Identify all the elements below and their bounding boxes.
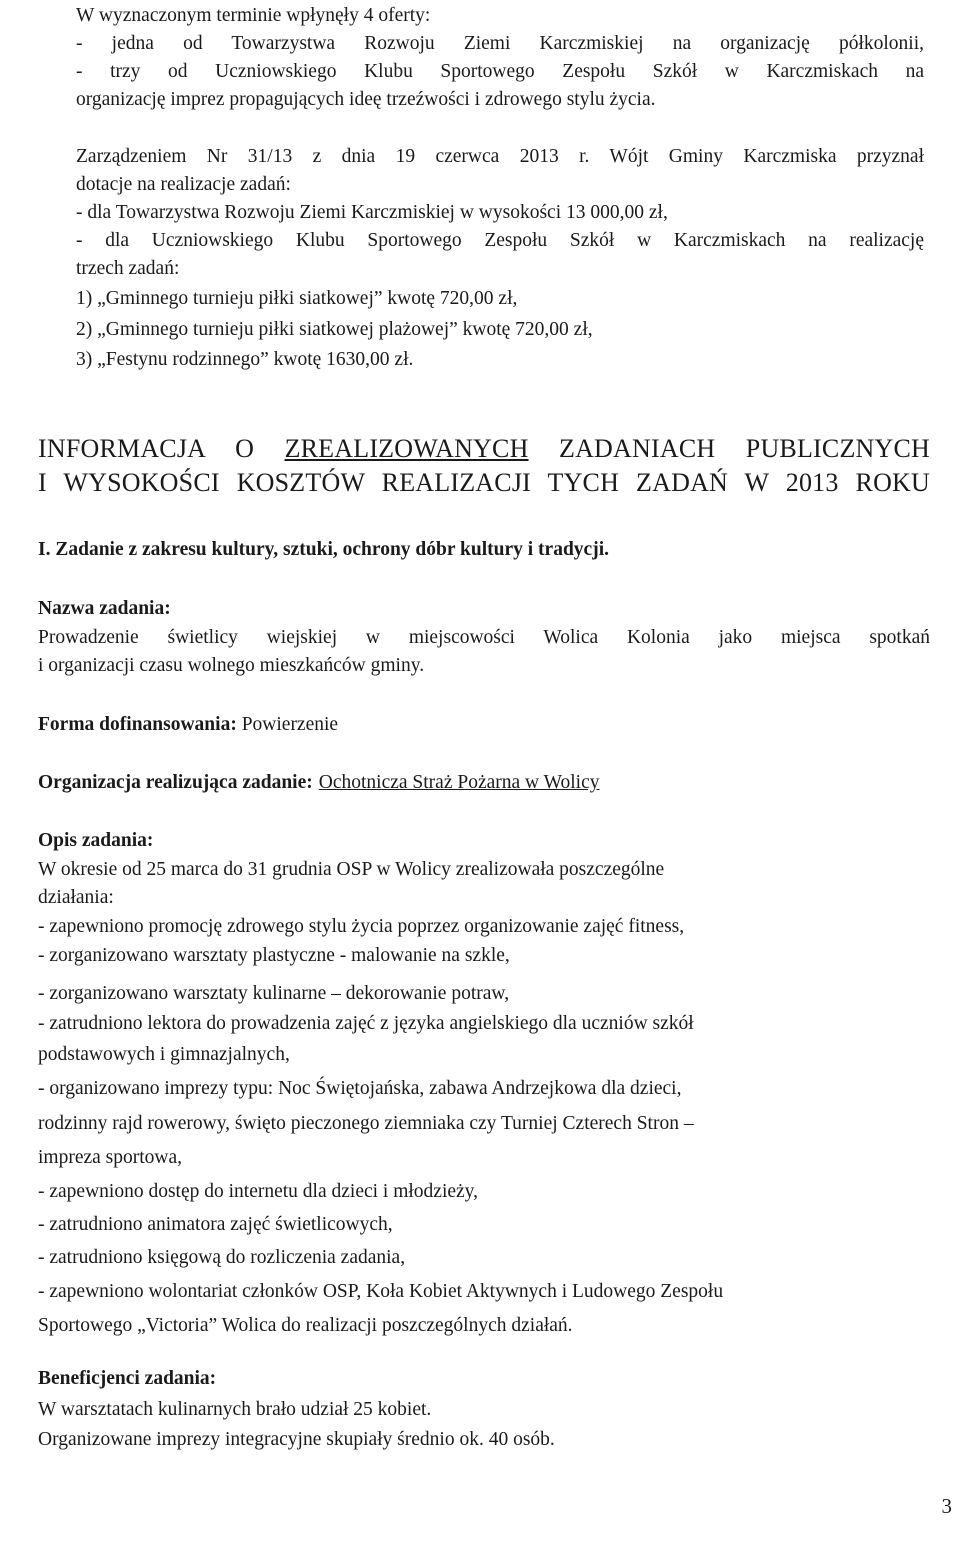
text-line: dotacje na realizacje zadań: [76, 174, 291, 195]
text-line: - jedna od Towarzystwa Rozwoju Ziemi Karczmiskiej na organizację półkolonii, [76, 33, 924, 54]
text-line: Sportowego „Victoria” Wolica do realizacji poszczególnych działań. [38, 1315, 573, 1336]
list-item: - zatrudniono animatora zajęć świetlicowych, [38, 1214, 393, 1235]
list-item: - zatrudniono księgową do rozliczenia zadania, [38, 1247, 406, 1268]
text-line: impreza sportowa, [38, 1147, 183, 1168]
text-line: - dla Uczniowskiego Klubu Sportowego Zespołu Szkół w Karczmiskach na realizację [76, 230, 924, 251]
organization: Organizacja realizująca zadanie: Ochotnicza Straż Pożarna w Wolicy [38, 772, 600, 793]
text-line: W okresie od 25 marca do 31 grudnia OSP w Wolicy zrealizowała poszczególne [38, 859, 665, 880]
financing-form: Forma dofinansowania: Powierzenie [38, 714, 339, 735]
list-item: - zapewniono wolontariat członków OSP, Koła Kobiet Aktywnych i Ludowego Zespołu [38, 1281, 724, 1302]
text-line: - dla Towarzystwa Rozwoju Ziemi Karczmiskiej w wysokości 13 000,00 zł, [76, 202, 668, 223]
list-item: - zorganizowano warsztaty kulinarne – dekorowanie potraw, [38, 983, 510, 1004]
list-item: - zapewniono dostęp do internetu dla dzieci i młodzieży, [38, 1181, 479, 1202]
beneficiaries-label: Beneficjenci zadania: [38, 1368, 217, 1389]
text-line: W warsztatach kulinarnych brało udział 25 kobiet. [38, 1399, 432, 1420]
text-line: - trzy od Uczniowskiego Klubu Sportowego Zespołu Szkół w Karczmiskach na [76, 61, 924, 82]
text-line: Zarządzeniem Nr 31/13 z dnia 19 czerwca 2013 r. Wójt Gminy Karczmiska przyznał [76, 146, 924, 167]
text-line: podstawowych i gimnazjalnych, [38, 1044, 290, 1065]
text-line: Organizowane imprezy integracyjne skupiały średnio ok. 40 osób. [38, 1429, 555, 1450]
task-name-text: Prowadzenie świetlicy wiejskiej w miejscowości Wolica Kolonia jako miejsca spotkań [38, 627, 930, 648]
list-item: 3) „Festynu rodzinnego” kwotę 1630,00 zł. [76, 349, 414, 370]
heading-line: INFORMACJA O ZREALIZOWANYCH ZADANIACH PUBLICZNYCH [38, 434, 930, 463]
text-line: W wyznaczonym terminie wpłynęły 4 oferty: [76, 5, 431, 26]
task-name-label: Nazwa zadania: [38, 598, 171, 619]
list-item: - zapewniono promocję zdrowego stylu życia poprzez organizowanie zajęć fitness, [38, 916, 685, 937]
text-line: trzech zadań: [76, 258, 180, 279]
text-line: rodzinny rajd rowerowy, święto pieczonego ziemniaka czy Turniej Czterech Stron – [38, 1113, 694, 1134]
list-item: - zorganizowano warsztaty plastyczne - malowanie na szkle, [38, 945, 510, 966]
task-name-text: i organizacji czasu wolnego mieszkańców gminy. [38, 655, 425, 676]
heading-line: I WYSOKOŚCI KOSZTÓW REALIZACJI TYCH ZADAŃ W 2013 ROKU [38, 468, 930, 497]
description-label: Opis zadania: [38, 830, 154, 851]
list-item: 1) „Gminnego turnieju piłki siatkowej” kwotę 720,00 zł, [76, 288, 518, 309]
text-line: działania: [38, 887, 114, 908]
list-item: - zatrudniono lektora do prowadzenia zajęć z języka angielskiego dla uczniów szkół [38, 1013, 694, 1034]
task-title: I. Zadanie z zakresu kultury, sztuki, ochrony dóbr kultury i tradycji. [38, 539, 609, 560]
list-item: - organizowano imprezy typu: Noc Świętojańska, zabawa Andrzejkowa dla dzieci, [38, 1078, 682, 1099]
text-line: organizację imprez propagujących ideę trzeźwości i zdrowego stylu życia. [76, 89, 656, 110]
list-item: 2) „Gminnego turnieju piłki siatkowej plażowej” kwotę 720,00 zł, [76, 319, 593, 340]
page-number: 3 [941, 1494, 952, 1518]
